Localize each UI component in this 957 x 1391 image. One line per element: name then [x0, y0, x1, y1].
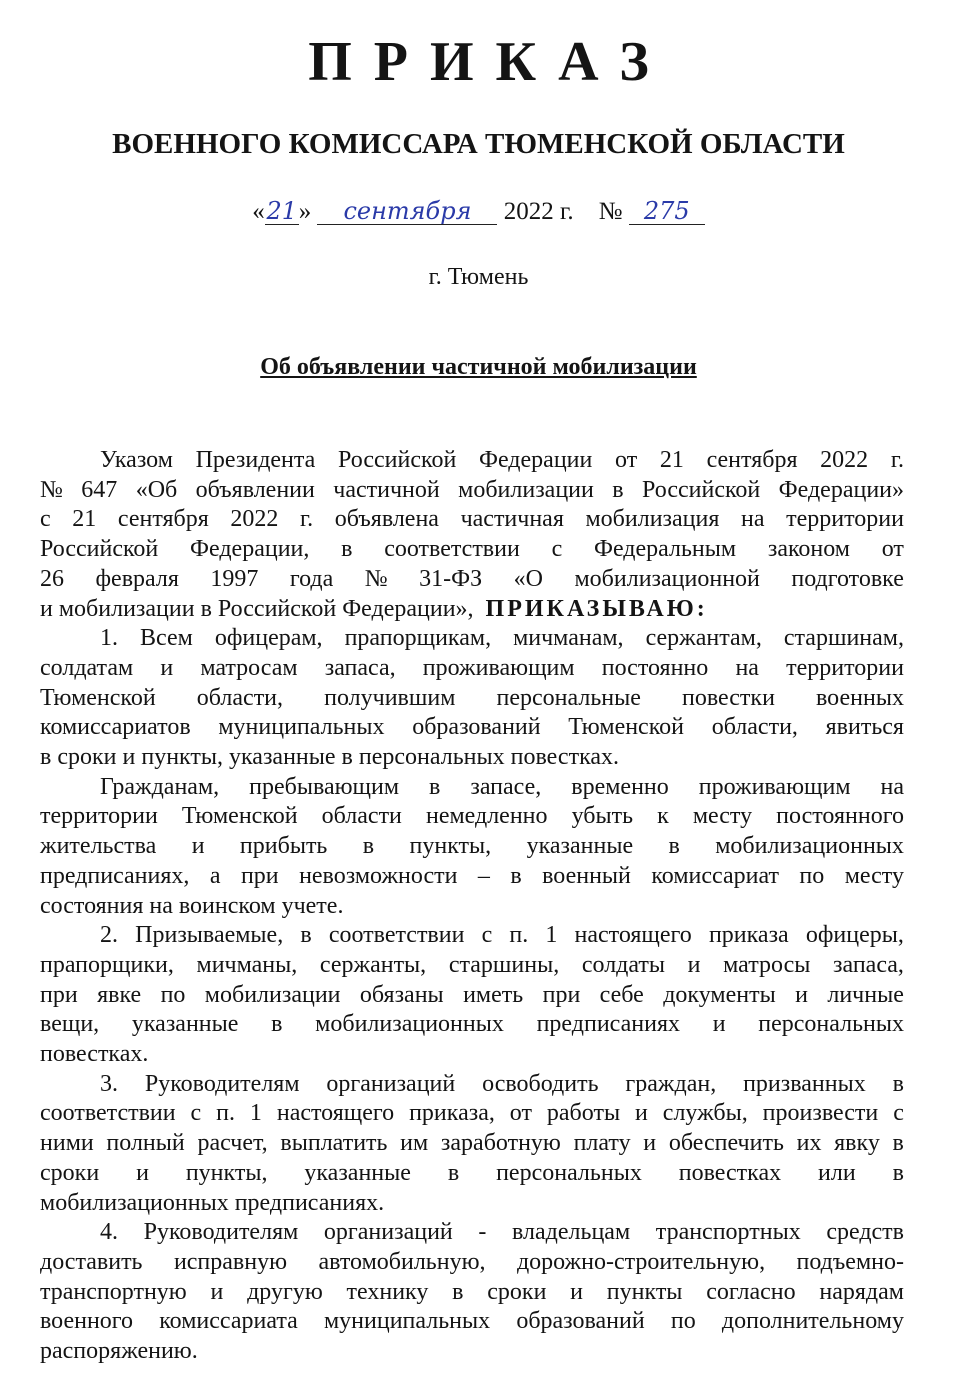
item1-line [100, 624, 904, 654]
word: и [687, 951, 701, 978]
word: ними [40, 1130, 94, 1157]
item1b-line [40, 862, 904, 892]
word: указанные [229, 744, 336, 770]
document-title: ПРИКАЗ [308, 31, 671, 93]
word: и [136, 1159, 149, 1186]
word: и [643, 1130, 657, 1157]
word: в [892, 1130, 904, 1157]
word: согласно [706, 1278, 796, 1305]
preamble-line [40, 476, 904, 506]
word: персональные [496, 684, 641, 711]
word: Тюменской [181, 803, 298, 830]
word: сержанты, [319, 951, 427, 978]
word: Гражданам, [100, 773, 220, 800]
word: в [429, 773, 441, 800]
word: в [200, 595, 212, 622]
word: Федеральным [593, 536, 737, 563]
preamble-line [40, 535, 904, 565]
word: мобилизационных [315, 1011, 504, 1038]
word: Указом [100, 447, 173, 473]
word: транспортную [40, 1278, 187, 1305]
word: 1997 [210, 565, 259, 592]
word: Российской [217, 595, 337, 622]
word: частичная [460, 506, 564, 533]
word: территории [40, 803, 158, 830]
order-number: 275 [629, 198, 705, 225]
word: Федерации», [342, 595, 474, 622]
word: постоянного [776, 803, 904, 830]
word: технику [346, 1278, 429, 1305]
date-line [0, 192, 957, 232]
word: призванных [743, 1070, 866, 1097]
word: прапорщики, [40, 951, 174, 978]
word: месту [844, 862, 904, 889]
word: при [542, 981, 581, 1008]
word: в [40, 744, 52, 770]
word: Российской [40, 536, 159, 563]
word: и [160, 654, 174, 681]
word: 2022 [820, 447, 869, 473]
word: в [341, 536, 353, 563]
document-heading: Об объявлении частичной мобилизации [260, 354, 697, 380]
word: плату [573, 1130, 631, 1157]
word: 2022 [230, 506, 279, 533]
word: средств [826, 1219, 904, 1246]
word: мобилизационных [715, 833, 904, 860]
word: прибыть [239, 833, 328, 860]
word: сроки [40, 1159, 100, 1186]
word: автомобильную, [318, 1248, 486, 1275]
word: при [240, 862, 279, 889]
word: от [509, 1100, 532, 1127]
word: воинском [178, 892, 276, 919]
word: пункты, [141, 744, 223, 770]
word: 1. [100, 625, 118, 652]
word: объявлена [334, 506, 439, 533]
word: произвести [762, 1100, 879, 1127]
word: временно [571, 773, 669, 800]
word: матросы [723, 951, 811, 978]
word: персональных [496, 1159, 642, 1186]
word: мобилизация [585, 506, 720, 533]
word: области, [196, 684, 284, 711]
word: повестках [678, 1159, 782, 1186]
word: с [40, 506, 51, 533]
word: года [289, 565, 334, 592]
word: сержантам, [645, 625, 762, 652]
word: в [892, 1070, 904, 1097]
word: объявлении [195, 476, 315, 503]
word: 21 [659, 447, 684, 473]
word: повестки [681, 684, 775, 711]
word: заработную [440, 1130, 561, 1157]
word: мобилизации [204, 981, 341, 1008]
word: исправную [173, 1248, 288, 1275]
word: службы, [662, 1100, 748, 1127]
item2-line [40, 1040, 904, 1070]
word: состояния [40, 892, 144, 919]
word: граждан, [625, 1070, 717, 1097]
word: обеспечить [668, 1130, 784, 1157]
word: выплатить [280, 1130, 388, 1157]
date-close-quote: » [298, 198, 312, 225]
word: в [612, 476, 624, 503]
word: жительства [40, 833, 157, 860]
word: сроки [57, 744, 117, 770]
item4-line [100, 1218, 904, 1248]
word: п. [509, 922, 529, 949]
word: от [881, 536, 904, 563]
word: старшинам, [783, 625, 904, 652]
word: Тюменской [568, 714, 684, 741]
date-month: сентября [317, 198, 497, 225]
word: и [635, 1100, 648, 1127]
word: прапорщикам, [344, 625, 492, 652]
word: Российской [641, 476, 761, 503]
document-subtitle: ВОЕННОГО КОМИССАРА ТЮМЕНСКОЙ ОБЛАСТИ [112, 128, 845, 160]
word: дорожно-строительную, [516, 1248, 766, 1275]
word: по [670, 1308, 696, 1335]
word: матросам [200, 654, 298, 681]
word: 647 [81, 476, 118, 503]
word: освободить [482, 1070, 599, 1097]
word: 2. [100, 922, 118, 949]
word: офицеры, [805, 922, 904, 949]
word: и [40, 595, 53, 622]
word: в [510, 862, 522, 889]
word: № [40, 476, 63, 503]
word: в [668, 833, 680, 860]
preamble-line [40, 565, 904, 595]
word: дополнительному [721, 1308, 904, 1335]
word: Российской [338, 447, 457, 473]
word: Федерации [479, 447, 593, 473]
word: явку [834, 1130, 880, 1157]
item2-line [100, 921, 904, 951]
word: комиссариат [651, 862, 779, 889]
word: «О [513, 565, 543, 592]
word: к [657, 803, 669, 830]
word: муниципальных [218, 714, 385, 741]
word: месту [692, 803, 753, 830]
word: предписаниях, [40, 862, 190, 889]
word: в [362, 833, 375, 860]
word: иметь [463, 981, 524, 1008]
word: офицерам, [214, 625, 323, 652]
word: соответствии [40, 1100, 176, 1127]
item4-line [40, 1337, 904, 1367]
word: комиссариатов [40, 714, 191, 741]
word: Руководителям [144, 1070, 300, 1097]
item1-line [40, 684, 904, 714]
preamble-line [100, 446, 904, 476]
word: подготовке [791, 565, 904, 592]
word: 4. [100, 1219, 118, 1246]
word: и [191, 833, 205, 860]
word: настоящего [276, 1100, 395, 1127]
word: расчет, [197, 1130, 268, 1157]
word: Призываемые, [135, 922, 284, 949]
city: г. Тюмень [428, 264, 529, 290]
item1b-line [100, 773, 904, 803]
item1b-line [40, 802, 904, 832]
word: указанные [131, 1011, 239, 1038]
word: обязаны [359, 981, 444, 1008]
word: Руководителям [143, 1219, 299, 1246]
word: образований [516, 1308, 645, 1335]
word: полный [106, 1130, 185, 1157]
word: г. [300, 506, 314, 533]
word: вещи, [40, 1011, 100, 1038]
item3-line [40, 1129, 904, 1159]
item2-line [40, 951, 904, 981]
word: 1 [545, 922, 558, 949]
word: № [364, 565, 388, 592]
item4-line [40, 1248, 904, 1278]
word: приказа, [409, 1100, 495, 1127]
word: по [799, 862, 825, 889]
word: в [341, 744, 353, 770]
word: предписаниях [536, 1011, 680, 1038]
word: на [741, 506, 765, 533]
word: - [478, 1219, 487, 1246]
word: на [735, 654, 759, 681]
word: старшины, [448, 951, 560, 978]
word: частичной [333, 476, 440, 503]
word: персональных [358, 744, 505, 770]
word: доставить [40, 1248, 143, 1275]
word: территории [786, 506, 904, 533]
word: пункты, [185, 1159, 268, 1186]
word: военного [40, 1308, 134, 1335]
word: персональных [758, 1011, 904, 1038]
word: с [893, 1100, 904, 1127]
word: себе [599, 981, 644, 1008]
word: организаций [323, 1219, 453, 1246]
word: мобилизации [58, 595, 195, 622]
word: и [570, 1278, 584, 1305]
word: территории [786, 654, 904, 681]
word: 31-ФЗ [419, 565, 483, 592]
word: сентября [117, 506, 209, 533]
word: мичманам, [513, 625, 624, 652]
word: запаса, [324, 654, 396, 681]
preamble-line [40, 595, 904, 625]
word: с [481, 922, 493, 949]
word: учете. [281, 892, 344, 919]
item3-line [40, 1189, 904, 1219]
word: образований [412, 714, 541, 741]
word: явиться [825, 714, 904, 741]
word: Федерации, [190, 536, 310, 563]
word: пребывающим [249, 773, 400, 800]
word: повестках. [40, 1041, 149, 1067]
word: и [712, 1011, 726, 1038]
item1b-line [40, 892, 904, 922]
item1-line [40, 713, 904, 743]
word: в [452, 1278, 464, 1305]
word: военных [816, 684, 904, 711]
word: запаса, [833, 951, 904, 978]
item3-line [40, 1099, 904, 1129]
word: а [209, 862, 221, 889]
word: области, [711, 714, 798, 741]
item1-line [40, 743, 904, 773]
word: и [210, 1278, 224, 1305]
word: – [477, 862, 490, 889]
word: пункты [606, 1278, 683, 1305]
word: области [321, 803, 402, 830]
item3-line [40, 1159, 904, 1189]
word: нарядам [819, 1278, 904, 1305]
word: комиссариата [159, 1308, 298, 1335]
word: их [796, 1130, 822, 1157]
word: получившим [324, 684, 456, 711]
word: с [190, 1100, 202, 1127]
word: личные [827, 981, 904, 1008]
word: Президента [195, 447, 316, 473]
word: проживающим [422, 654, 575, 681]
word: мобилизационных [40, 1189, 229, 1216]
word: 26 [40, 565, 64, 592]
word: в [271, 1011, 283, 1038]
order-word: ПРИКАЗЫВАЮ: [485, 595, 708, 622]
word: немедленно [425, 803, 548, 830]
word: повестках. [510, 744, 620, 770]
preamble-line [40, 505, 904, 535]
item4-line [40, 1307, 904, 1337]
number-label: № [598, 198, 623, 225]
word: организаций [326, 1070, 456, 1097]
item2-line [40, 1010, 904, 1040]
word: сентября [706, 447, 798, 473]
word: транспортных [655, 1219, 801, 1246]
word: настоящего [574, 922, 692, 949]
word: 21 [72, 506, 97, 533]
word: 1 [249, 1100, 262, 1127]
word: при [40, 981, 78, 1008]
word: 3. [100, 1070, 118, 1097]
word: муниципальных [323, 1308, 491, 1335]
item3-line [100, 1070, 904, 1100]
item4-line [40, 1278, 904, 1308]
word: предписаниях. [234, 1189, 385, 1216]
word: пункты, [409, 833, 492, 860]
word: сроки [487, 1278, 547, 1305]
word: мобилизации [458, 476, 594, 503]
word: другую [247, 1278, 323, 1305]
word: Федерации» [778, 476, 904, 503]
item1b-line [40, 832, 904, 862]
word: по [160, 981, 186, 1008]
word: или [818, 1159, 856, 1186]
word: проживающим [698, 773, 851, 800]
word: п. [216, 1100, 235, 1127]
word: соответствии [384, 536, 520, 563]
word: в [892, 1159, 904, 1186]
word: запасе, [470, 773, 542, 800]
word: мичманы, [196, 951, 298, 978]
word: приказа [708, 922, 789, 949]
word: указанные [304, 1159, 411, 1186]
word: военный [542, 862, 631, 889]
word: с [551, 536, 563, 563]
item1-line [40, 654, 904, 684]
word: законом [767, 536, 850, 563]
word: «Об [135, 476, 178, 503]
word: убыть [571, 803, 634, 830]
word: подъемно- [796, 1248, 904, 1275]
word: февраля [95, 565, 179, 592]
word: солдаты [581, 951, 666, 978]
word: солдатам [40, 654, 134, 681]
word: и [795, 981, 808, 1008]
word: мобилизационной [574, 565, 760, 592]
word: Тюменской [40, 684, 156, 711]
word: от [615, 447, 638, 473]
date-open-quote: « [252, 198, 265, 225]
word: работы [546, 1100, 621, 1127]
word: Всем [140, 625, 193, 652]
word: владельцам [512, 1219, 631, 1246]
word: на [149, 892, 173, 919]
word: в [447, 1159, 460, 1186]
word: и [122, 744, 136, 770]
word: документы [663, 981, 776, 1008]
word: соответствии [328, 922, 465, 949]
date-day: 21 [266, 197, 297, 225]
word: распоряжению. [40, 1338, 198, 1364]
date-year: 2022 г. [503, 198, 574, 225]
word: постоянно [601, 654, 709, 681]
item2-line [40, 981, 904, 1011]
word: г. [890, 447, 904, 473]
word: невозможности [299, 862, 458, 889]
word: им [400, 1130, 429, 1157]
word: указанные [526, 833, 634, 860]
word: явке [97, 981, 142, 1008]
word: в [300, 922, 312, 949]
word: на [880, 773, 904, 800]
